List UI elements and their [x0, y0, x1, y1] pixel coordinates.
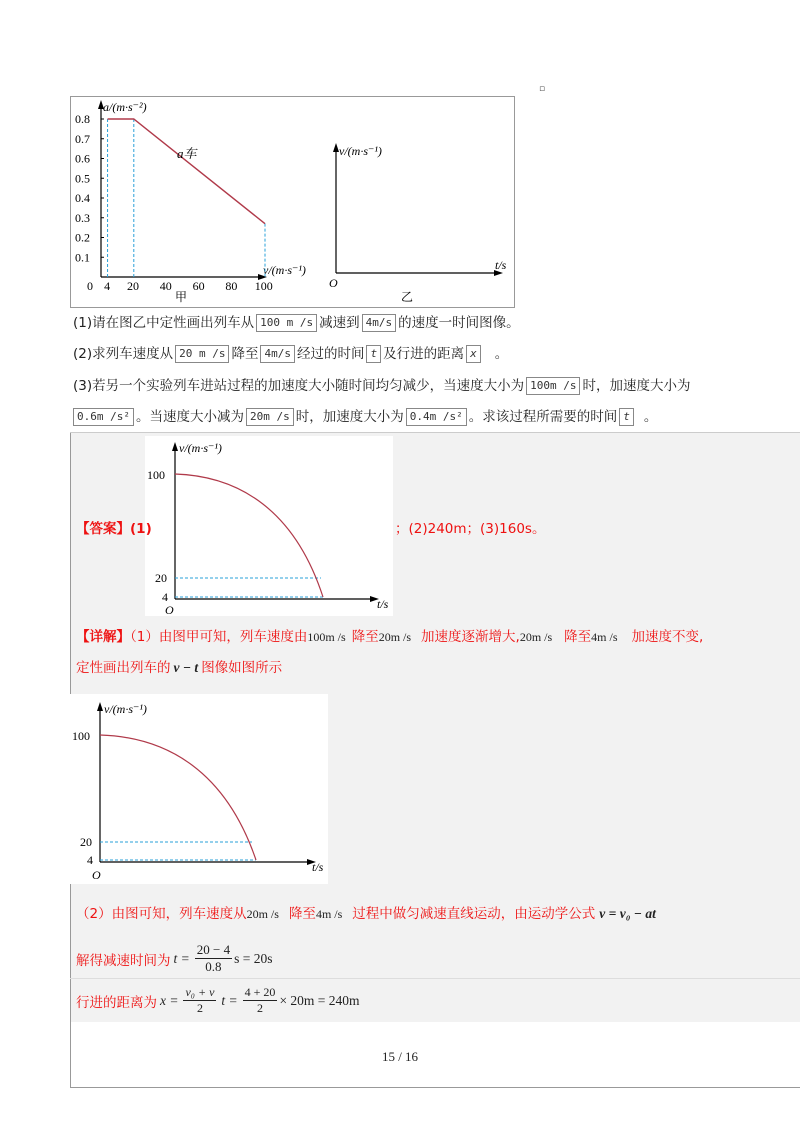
ans2-tick-20: 20 — [80, 835, 92, 849]
q3-text: 时，加速度大小为 — [295, 409, 404, 425]
detail-text: 降至 — [564, 629, 592, 645]
jia-y-tick-label: 0.6 — [75, 151, 90, 166]
question-2 — [73, 344, 508, 364]
jia-y-tick-label: 0.2 — [75, 230, 90, 245]
q3-text: 。 — [643, 409, 658, 425]
solve-t-fraction — [195, 942, 232, 975]
q2-text: 经过的时间 — [296, 346, 365, 362]
q1-text: 减速到 — [319, 315, 360, 331]
answer-divider — [70, 432, 800, 433]
q3-text: 。当速度大小减为 — [135, 409, 244, 425]
detail-value: 100m /s — [307, 630, 346, 644]
ans2-origin: O — [92, 868, 101, 882]
solve-x-result: × 20m = 240m — [279, 992, 360, 1008]
q3-text: (3)若另一个实验列车进站过程的加速度大小随时间均匀减少，当速度大小为 — [73, 378, 525, 394]
ans2-x-label: t/s — [312, 860, 324, 874]
jia-caption: 甲 — [175, 290, 188, 304]
q2-v2-box: 4m/s — [260, 345, 295, 363]
part2-text: 降至 — [288, 906, 316, 922]
solve-t-num: 20 − 4 — [196, 942, 231, 957]
q2-text: 降至 — [231, 346, 259, 362]
solve-t-text: 解得减速时间为 — [76, 952, 171, 969]
jia-x-tick-label: 40 — [159, 279, 172, 293]
page-number: 15 / 16 — [381, 1049, 419, 1064]
question-3-line2 — [73, 407, 657, 427]
question-1 — [73, 313, 520, 333]
yi-x-label: t/s — [495, 258, 507, 272]
jia-y-tick-label: 0.5 — [75, 171, 90, 186]
detail-figure — [70, 694, 328, 884]
jia-curve-label: a车 — [177, 146, 197, 161]
ans1-origin: O — [165, 603, 174, 616]
yi-y-label: v/(m·s⁻¹) — [339, 144, 382, 158]
q3-t-box: t — [619, 408, 634, 426]
ans1-y-label: v/(m·s⁻¹) — [179, 441, 222, 455]
yi-origin: O — [329, 276, 338, 290]
question-3-line1 — [73, 376, 690, 396]
jia-x-tick-label: 20 — [127, 279, 139, 293]
solve-x — [76, 985, 360, 1016]
yi-caption: 乙 — [401, 290, 414, 304]
detail-value: 20m /s — [378, 630, 412, 644]
q3-text: 。求该过程所需要的时间 — [468, 409, 618, 425]
solve-t-den: 0.8 — [205, 959, 222, 974]
q2-text: 。 — [494, 346, 509, 362]
solve-t-lhs: t = — [173, 950, 190, 966]
ans1-tick-100: 100 — [147, 468, 165, 482]
q3-text: 时，加速度大小为 — [582, 378, 691, 394]
ans1-x-label: t/s — [377, 597, 389, 611]
detail-text: 降至 — [351, 629, 379, 645]
answer-tag: 【答案】 — [76, 521, 130, 537]
part2-text: （2）由图可知，列车速度从 — [76, 906, 247, 922]
ans2-tick-4: 4 — [87, 853, 93, 867]
detail-line1 — [76, 627, 703, 647]
q1-text: (1)请在图乙中定性画出列车从 — [73, 315, 255, 331]
detail-value: 4m /s — [591, 630, 618, 644]
q3-a2-box: 0.4m /s² — [406, 408, 467, 426]
answer-part1: (1) — [130, 521, 152, 537]
ans1-tick-4: 4 — [162, 590, 168, 604]
solve-x-num2: 4 + 20 — [244, 985, 276, 999]
jia-x-label: v/(m·s⁻¹) — [263, 263, 306, 277]
corner-marker: ▫ — [539, 84, 546, 94]
solve-x-fraction-2 — [243, 985, 278, 1016]
q2-text: (2)求列车速度从 — [73, 346, 174, 362]
solve-t-result: s = 20s — [234, 950, 273, 966]
part2-formula: v = v₀ − at — [599, 906, 656, 921]
ans2-tick-100: 100 — [72, 729, 90, 743]
detail-value: 20m /s — [519, 630, 553, 644]
jia-x-tick-label: 80 — [225, 279, 238, 293]
q1-v2-box: 4m/s — [362, 314, 397, 332]
q3-v1-box: 100m /s — [526, 377, 580, 395]
detail-formula: v − t — [173, 660, 199, 675]
jia-x-tick-label: 0 — [87, 279, 93, 293]
part2-value: 4m /s — [315, 907, 343, 921]
q3-a1-box: 0.6m /s² — [73, 408, 134, 426]
solve-t — [76, 942, 272, 975]
figure-jia-yi — [71, 97, 514, 307]
detail-text: （1）由图甲可知，列车速度由 — [130, 629, 308, 645]
jia-y-tick-label: 0.7 — [75, 131, 90, 146]
jia-x-tick-label: 60 — [192, 279, 205, 293]
jia-y-tick-label: 0.1 — [75, 250, 90, 265]
jia-y-label: a/(m·s⁻²) — [103, 100, 147, 114]
q1-v1-box: 100 m /s — [256, 314, 317, 332]
solve-x-lhs: x = — [160, 992, 179, 1008]
jia-series-line — [108, 119, 265, 224]
part2-text: 过程中做匀减速直线运动，由运动学公式 — [352, 906, 596, 922]
q2-v1-box: 20 m /s — [175, 345, 229, 363]
q2-x-box: x — [466, 345, 481, 363]
detail-text: 加速度不变, — [631, 629, 704, 645]
solve-x-text: 行进的距离为 — [76, 994, 157, 1011]
ans1-curve — [175, 474, 323, 597]
row-divider — [70, 978, 800, 979]
solve-x-den2: 2 — [257, 1001, 264, 1015]
figure-box — [70, 96, 515, 308]
detail-text: 图像如图所示 — [201, 660, 283, 676]
q1-text: 的速度一时间图像。 — [398, 315, 520, 331]
solve-x-den1: 2 — [196, 1001, 203, 1015]
part2-value: 20m /s — [246, 907, 279, 921]
q2-t-box: t — [366, 345, 381, 363]
part2-line — [76, 904, 656, 924]
ans2-curve — [100, 735, 256, 860]
solve-x-fraction-1 — [183, 985, 216, 1016]
jia-y-tick-label: 0.4 — [75, 191, 90, 205]
page-border-bottom — [70, 1087, 800, 1088]
answer-figure — [145, 436, 393, 616]
jia-y-tick-label: 0.3 — [75, 210, 90, 225]
answer-rest: ；(2)240m；(3)160s。 — [395, 521, 546, 537]
jia-x-tick-label: 4 — [104, 279, 111, 293]
solve-x-mid: t = — [221, 992, 238, 1008]
q2-text: 及行进的距离 — [383, 346, 465, 362]
jia-y-tick-label: 0.8 — [75, 112, 90, 126]
solve-x-num1: v₀ + v — [185, 985, 215, 999]
detail-line2 — [76, 658, 282, 678]
ans1-tick-20: 20 — [155, 571, 167, 585]
detail-text: 定性画出列车的 — [76, 660, 171, 676]
detail-tag: 【详解】 — [76, 629, 130, 645]
answer-line — [76, 519, 152, 539]
detail-text: 加速度逐渐增大, — [421, 629, 520, 645]
ans2-y-label: v/(m·s⁻¹) — [104, 702, 147, 716]
jia-x-tick-label: 100 — [254, 279, 273, 293]
q3-v2-box: 20m /s — [246, 408, 294, 426]
